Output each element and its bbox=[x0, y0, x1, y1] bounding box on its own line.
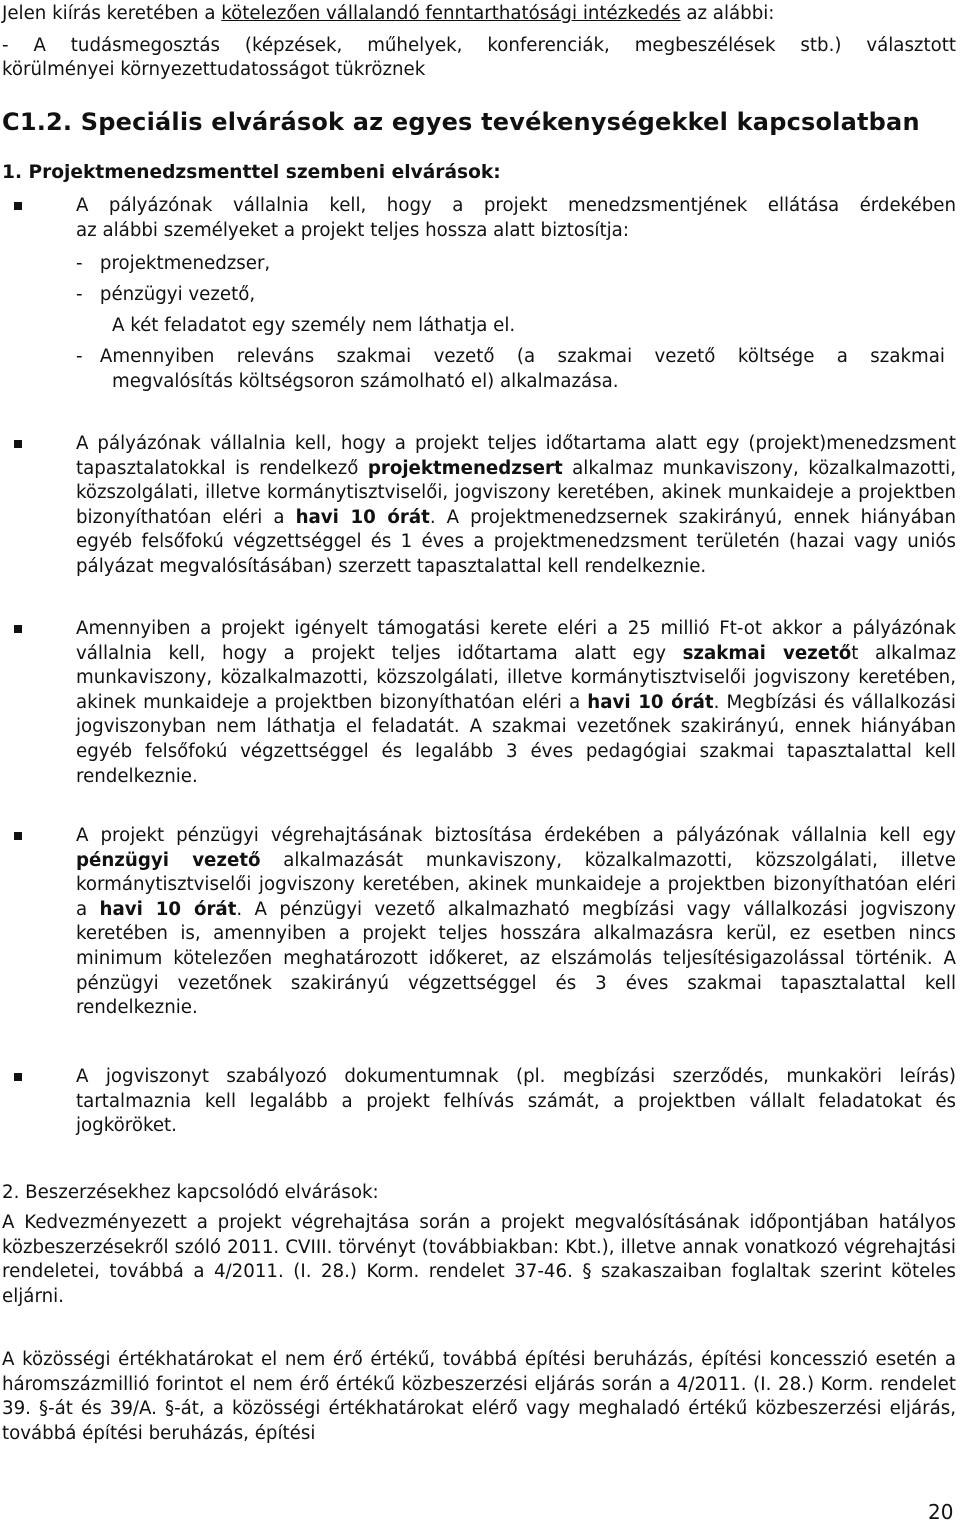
intro-line: Jelen kiírás keretében a kötelezően vállalandó fenntarthatósági intézkedés az alábbi: bbox=[2, 3, 775, 24]
list-item-penzugyi-vezeto: - pénzügyi vezető, bbox=[76, 284, 256, 305]
page-number: 20 bbox=[928, 1500, 954, 1524]
list-item-projektmenedzser: - projektmenedzser, bbox=[76, 253, 271, 274]
bullet4-paragraph: A projekt pénzügyi végrehajtásának biztosítása érdekében a pályázónak vállalnia kell egy pénzügyi vezető alkalmazását munkaviszony, közalkalmazotti, közszolgálati, illetve kormánytisztviselői jogviszony keretében, akinek munkaideje a projektben bizonyíthatóan eléri a havi 10 órát. A pénzügyi vezető alkalmazható megbízási vagy vállalkozási jogviszony keretében is, amennyiben a projekt teljes hosszára alkalmazásra kerül, ez esetben nincs minimum kötelezően meghatározott időkeret, az elszámolás teljesítésigazolással történik. A pénzügyi vezetőnek szakirányú végzettséggel és 3 éves szakmai tapasztalattal kell rendelkeznie. bbox=[76, 825, 956, 1019]
subsection-heading-1: 1. Projektmenedzsmenttel szembeni elvárások: bbox=[2, 162, 501, 183]
list-item-szakmai-vezeto-cont: megvalósítás költségsoron számolható el) alkalmazása. bbox=[112, 371, 619, 392]
list-item-szakmai-vezeto: - Amennyiben releváns szakmai vezető (a szakmai vezető költsége a szakmai bbox=[76, 346, 945, 367]
section-heading: C1.2. Speciális elvárások az egyes tevékenységekkel kapcsolatban bbox=[2, 108, 920, 136]
subsection-heading-2: 2. Beszerzésekhez kapcsolódó elvárások: bbox=[2, 1182, 379, 1203]
bullet3-paragraph: Amennyiben a projekt igényelt támogatási kerete eléri a 25 millió Ft-ot akkor a pályázónak vállalnia kell, hogy a projekt teljes időtartama alatt egy szakmai vezetőt alkalmaz munkaviszony, közalkalmazotti, közszolgálati, illetve kormánytisztviselői jogviszony keretében, akinek munkaideje a projektben bizonyíthatóan eléri a havi 10 órát. Megbízási és vállalkozási jogviszonyban nem láthatja el feladatát. A szakmai vezetőnek szakirányú, ennek hiányában egyéb felsőfokú végzettséggel és legalább 3 éves pedagógiai szakmai tapasztalattal kell rendelkeznie. bbox=[76, 618, 956, 787]
bullet5-paragraph: A jogviszonyt szabályozó dokumentumnak (pl. megbízási szerződés, munkaköri leírás) tartalmaznia kell legalább a projekt felhívás számát, a projektben vállalt feladatokat és jogköröket. bbox=[76, 1066, 956, 1137]
note-line: A két feladatot egy személy nem láthatja el. bbox=[112, 315, 516, 336]
section2-paragraph-1: A Kedvezményezett a projekt végrehajtása során a projekt megvalósításának időpontjában hatályos közbeszerzésekről szóló 2011. CVIII. törvényt (továbbiakban: Kbt.), illetve annak vonatkozó végrehajtási rendeletei, továbbá a 4/2011. (I. 28.) Korm. rendelet 37-46. § szakaszaiban foglaltak szerint köteles eljárni. bbox=[2, 1212, 956, 1307]
bullet-marker bbox=[14, 202, 22, 210]
underlined-term: kötelezően vállalandó fenntarthatósági intézkedés bbox=[221, 3, 681, 24]
bullet-marker bbox=[14, 832, 22, 840]
bullet-marker bbox=[14, 1073, 22, 1081]
bullet-marker bbox=[14, 440, 22, 448]
bullet1-line-2: az alábbi személyeket a projekt teljes hossza alatt biztosítja: bbox=[76, 220, 629, 241]
section2-paragraph-2: A közösségi értékhatárokat el nem érő értékű, továbbá építési beruházás, építési koncesszió esetén a háromszázmillió forintot el nem érő értékű közbeszerzési eljárás során a 4/2011. (I. 28.) Korm. rendelet 39. §-át és 39/A. §-át, a közösségi értékhatárokat elérő vagy meghaladó értékű közbeszerzési eljárás, továbbá építési beruházás, építési bbox=[2, 1349, 956, 1444]
bullet2-paragraph: A pályázónak vállalnia kell, hogy a projekt teljes időtartama alatt egy (projekt)menedzsment tapasztalatokkal is rendelkező projektmenedzsert alkalmaz munkaviszony, közalkalmazotti, közszolgálati, illetve kormánytisztviselői, jogviszony keretében, akinek munkaideje a projektben bizonyíthatóan eléri a havi 10 órát. A projektmenedzsernek szakirányú, ennek hiányában egyéb felsőfokú végzettséggel és 1 éves a projektmenedzsment területén (hazai vagy uniós pályázat megvalósításában) szerzett tapasztalattal kell rendelkeznie. bbox=[76, 433, 956, 577]
bullet1-line-1: A pályázónak vállalnia kell, hogy a projekt menedzsmentjének ellátása érdekében bbox=[76, 195, 956, 216]
intro-item-line-1: - A tudásmegosztás (képzések, műhelyek, konferenciák, megbeszélések stb.) választott bbox=[2, 35, 956, 56]
intro-item-line-2: körülményei környezettudatosságot tükröznek bbox=[2, 59, 426, 80]
bullet-marker bbox=[14, 625, 22, 633]
